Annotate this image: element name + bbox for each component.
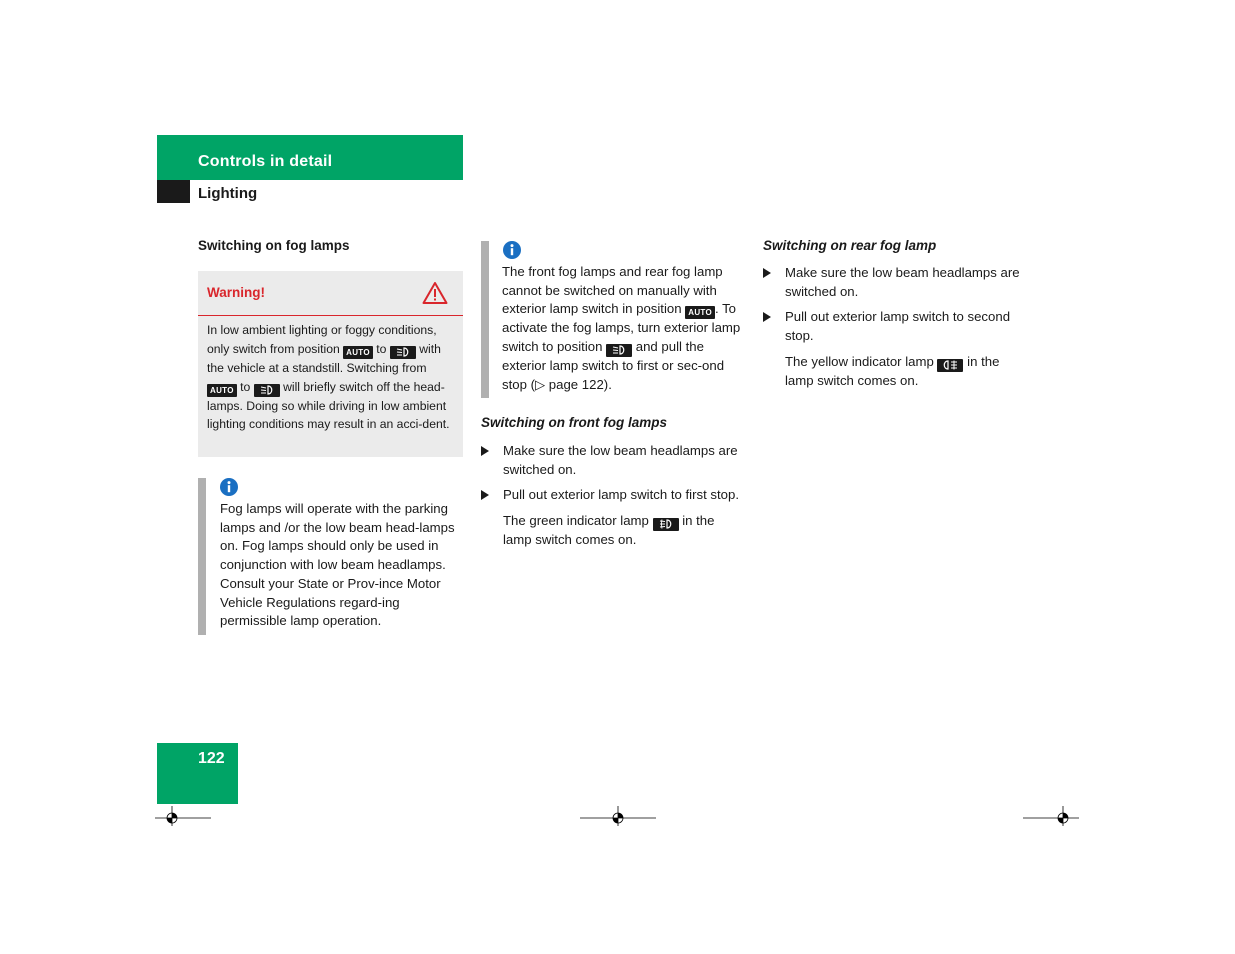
info-text: Fog lamps will operate with the parking lamps and /or the low beam head-lamps on. Fog lamps should only be used in conjunction with low beam headlamps. Consult your State or Prov-ince Motor Vehicle Regulations regard-ing permissible lamp operation.: [220, 501, 455, 629]
info-icon: [503, 241, 521, 259]
chapter-title: Controls in detail: [198, 153, 333, 170]
low-beam-icon: [254, 384, 280, 397]
registration-mark-icon: [155, 804, 211, 826]
bullet-arrow-icon: [763, 268, 771, 278]
auto-symbol: AUTO: [343, 346, 373, 359]
auto-symbol: AUTO: [207, 384, 237, 397]
list-item: Pull out exterior lamp switch to first stop.: [481, 486, 743, 505]
page-reference-link[interactable]: ▷ page 122: [534, 376, 604, 392]
front-fog-heading: Switching on front fog lamps: [481, 415, 667, 430]
front-fog-steps: [481, 442, 743, 550]
warning-label: Warning!: [207, 285, 265, 300]
list-item: Make sure the low beam headlamps are switched on.: [763, 264, 1031, 301]
list-item: Pull out exterior lamp switch to second stop.: [763, 308, 1031, 345]
auto-symbol: AUTO: [685, 306, 715, 319]
rear-fog-steps: [763, 264, 1031, 391]
registration-mark-icon: [580, 804, 656, 826]
info-icon: [220, 478, 238, 496]
low-beam-icon: [606, 344, 632, 357]
rear-fog-result: The yellow indicator lamp in the lamp switch comes on.: [785, 353, 1000, 388]
bullet-arrow-icon: [481, 446, 489, 456]
page-number: 122: [198, 750, 225, 767]
low-beam-icon: [390, 346, 416, 359]
warning-triangle-icon: [422, 281, 448, 305]
bullet-arrow-icon: [763, 312, 771, 322]
warning-header: [198, 271, 463, 316]
bullet-arrow-icon: [481, 490, 489, 500]
list-item: Make sure the low beam headlamps are switched on.: [481, 442, 743, 479]
registration-mark-icon: [1023, 804, 1079, 826]
rear-fog-heading: Switching on rear fog lamp: [763, 238, 937, 253]
warning-box: [198, 271, 463, 457]
front-fog-lamp-icon: [653, 518, 679, 531]
warning-text: In low ambient lighting or foggy conditions, only switch from position AUTO to with the vehicle at a standstill. Switching from AUTO to will briefly switch off the head-lamps. Doing so while driving in low ambient lighting conditions may result in an acci-dent.: [207, 323, 450, 432]
section-title: Lighting: [198, 185, 258, 202]
front-fog-result: The green indicator lamp in the lamp switch comes on.: [503, 513, 715, 548]
info-side-bar: [481, 241, 489, 398]
fog-lamps-heading: Switching on fog lamps: [198, 238, 350, 253]
section-marker: [157, 180, 190, 203]
info-side-bar: [198, 478, 206, 635]
rear-fog-lamp-icon: [937, 359, 963, 372]
info-text: The front fog lamps and rear fog lamp cannot be switched on manually with exterior lamp switch in position AUTO . To activate the fog lamps, turn exterior lamp switch to position and pull the exterior lamp switch to first or sec-ond stop (▷ page 122).: [502, 264, 741, 392]
